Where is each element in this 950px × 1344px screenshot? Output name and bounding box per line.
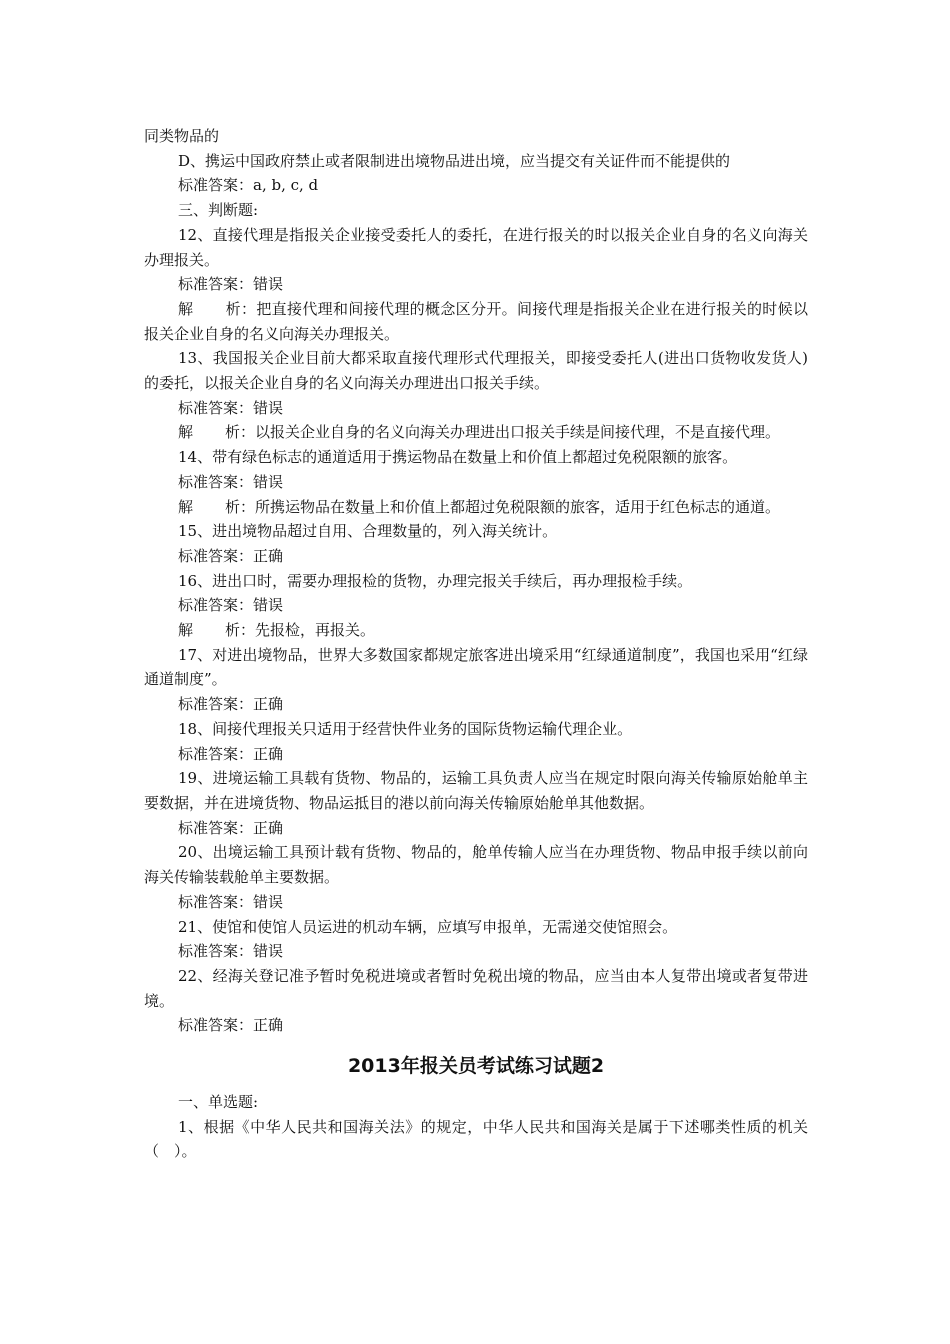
analysis-paragraph — [144, 618, 808, 643]
paragraph: D、携运中国政府禁止或者限制进出境物品进出境，应当提交有关证件而不能提供的 — [178, 151, 731, 170]
question-paragraph: 17、对进出境物品，世界大多数国家都规定旅客进出境采用“红绿通道制度”，我国也采用“红绿通道制度”。 — [144, 645, 808, 689]
analysis-text: 所携运物品在数量上和价值上都超过免税限额的旅客，适用于红色标志的通道。 — [255, 497, 781, 516]
analysis-text: 以报关企业自身的名义向海关办理进出口报关手续是间接代理，不是直接代理。 — [255, 423, 781, 442]
question-paragraph: 15、进出境物品超过自用、合理数量的，列入海关统计。 — [178, 522, 558, 541]
answer-line: 标准答案：正确 — [178, 695, 284, 714]
analysis-label-part2: 析： — [225, 497, 256, 516]
question-paragraph: 18、间接代理报关只适用于经营快件业务的国际货物运输代理企业。 — [178, 719, 633, 738]
analysis-paragraph — [144, 297, 808, 346]
answer-line: 标准答案：正确 — [178, 546, 284, 565]
analysis-label-part1: 解 — [178, 621, 194, 640]
question-paragraph: 12、直接代理是指报关企业接受委托人的委托，在进行报关的时以报关企业自身的名义向海关办理报关。 — [144, 225, 808, 269]
answer-line: 标准答案：错误 — [178, 892, 284, 911]
analysis-label-part1: 解 — [178, 423, 194, 442]
analysis-paragraph — [144, 495, 808, 520]
section-label: 三、判断题: — [178, 201, 259, 220]
question-paragraph: 14、带有绿色标志的通道适用于携运物品在数量上和价值上都超过免税限额的旅客。 — [178, 448, 738, 467]
question-paragraph: 1、根据《中华人民共和国海关法》的规定，中华人民共和国海关是属于下述哪类性质的机关（ ）。 — [144, 1117, 808, 1161]
analysis-text: 先报检，再报关。 — [255, 621, 376, 640]
analysis-label-part2: 析： — [225, 423, 256, 442]
answer-line: 标准答案：a, b, c, d — [178, 176, 319, 195]
paragraph: 同类物品的 — [144, 127, 220, 145]
question-paragraph: 21、使馆和使馆人员运进的机动车辆，应填写申报单，无需递交使馆照会。 — [178, 917, 678, 936]
section-heading: 2013年报关员考试练习试题2 — [347, 1055, 605, 1078]
analysis-label-part2: 析： — [225, 621, 256, 640]
answer-line: 标准答案：错误 — [178, 942, 284, 961]
document-body — [144, 124, 808, 1164]
answer-line: 标准答案：错误 — [178, 398, 284, 417]
question-paragraph: 19、进境运输工具载有货物、物品的，运输工具负责人应当在规定时限向海关传输原始舱单主要数据，并在进境货物、物品运抵目的港以前向海关传输原始舱单其他数据。 — [144, 769, 808, 812]
analysis-label-part2: 析： — [225, 299, 257, 318]
analysis-label-part1: 解 — [178, 299, 194, 318]
answer-line: 标准答案：正确 — [178, 744, 284, 763]
question-paragraph: 16、进出口时，需要办理报检的货物，办理完报关手续后，再办理报检手续。 — [178, 571, 693, 590]
answer-line: 标准答案：错误 — [178, 275, 284, 294]
question-paragraph: 20、出境运输工具预计载有货物、物品的，舱单传输人应当在办理货物、物品申报手续以前向海关传输装载舱单主要数据。 — [144, 843, 808, 887]
analysis-text: 把直接代理和间接代理的概念区分开。间接代理是指报关企业在进行报关的时候以报关企业自身的名义向海关办理报关。 — [144, 299, 808, 343]
answer-line: 标准答案：正确 — [178, 1016, 284, 1035]
section-label: 一、单选题: — [178, 1093, 259, 1112]
question-paragraph: 22、经海关登记准予暂时免税进境或者暂时免税出境的物品，应当由本人复带出境或者复带进境。 — [144, 966, 808, 1010]
answer-line: 标准答案：错误 — [178, 596, 284, 615]
analysis-paragraph — [144, 420, 808, 445]
answer-line: 标准答案：正确 — [178, 818, 284, 837]
question-paragraph: 13、我国报关企业目前大都采取直接代理形式代理报关，即接受委托人(进出口货物收发货人)的委托，以报关企业自身的名义向海关办理进出口报关手续。 — [144, 349, 808, 393]
answer-line: 标准答案：错误 — [178, 472, 284, 491]
analysis-label-part1: 解 — [178, 497, 194, 516]
